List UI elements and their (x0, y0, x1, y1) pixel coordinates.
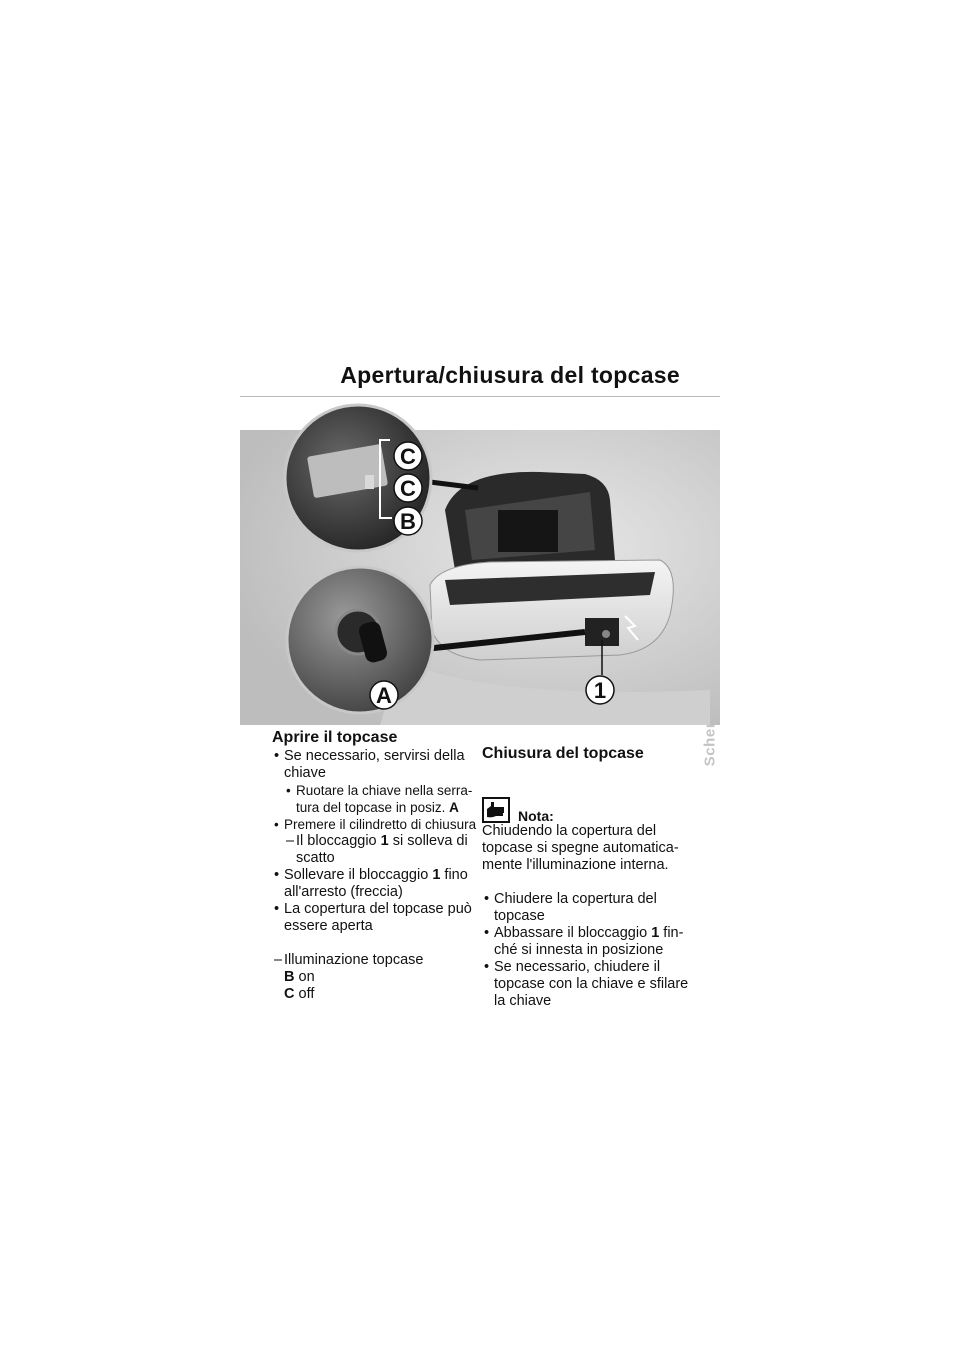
callout-a (370, 681, 398, 709)
close-topcase-section (482, 744, 692, 1010)
light-switch (365, 475, 374, 489)
list-item: • Premere il cilindretto di chiusura (274, 817, 477, 832)
close-topcase-heading: Chiusura del topcase (482, 745, 644, 762)
list-item: • Sollevare il bloccaggio 1 fino all'arresto (freccia) (274, 867, 468, 900)
list-item: – Il bloccaggio 1 si solleva di scatto (286, 833, 468, 866)
svg-text:A: A (376, 683, 392, 708)
list-item: • La copertura del topcase può essere aperta (274, 901, 472, 934)
svg-text:B: B (400, 509, 416, 534)
list-item: • Abbassare il bloccaggio 1 fin-ché si innesta in posizione (484, 925, 684, 958)
note-hand-icon (482, 797, 510, 823)
open-topcase-heading: Aprire il topcase (272, 729, 398, 746)
list-item: • Se necessario, chiudere il topcase con la chiave e sfilare la chiave (484, 959, 689, 1009)
note-text: Chiudendo la copertura del topcase si spegne automatica-mente l'illuminazione interna. (482, 823, 679, 873)
callout-c-lower (394, 474, 422, 502)
page-title: Apertura/chiusura del topcase (340, 362, 680, 388)
callout-b (394, 507, 422, 535)
svg-text:C: C (400, 476, 416, 501)
title-divider (240, 396, 720, 397)
callout-1 (586, 676, 614, 704)
topcase-photo (240, 400, 720, 725)
svg-text:1: 1 (593, 678, 607, 703)
svg-text:C: C (400, 444, 416, 469)
open-topcase-section (272, 728, 477, 1003)
list-item: • Ruotare la chiave nella serra-tura del topcase in posiz. A (286, 783, 473, 815)
lid-pocket (498, 510, 558, 552)
illumination-item: – Illuminazione topcase B on C off (274, 952, 424, 1002)
callout-c-upper (394, 442, 422, 470)
list-item: • Chiudere la copertura del topcase (484, 891, 657, 924)
note-label: Nota: (518, 808, 554, 824)
note-block (482, 764, 692, 823)
list-item: • Se necessario, servirsi della chiave (274, 748, 465, 781)
